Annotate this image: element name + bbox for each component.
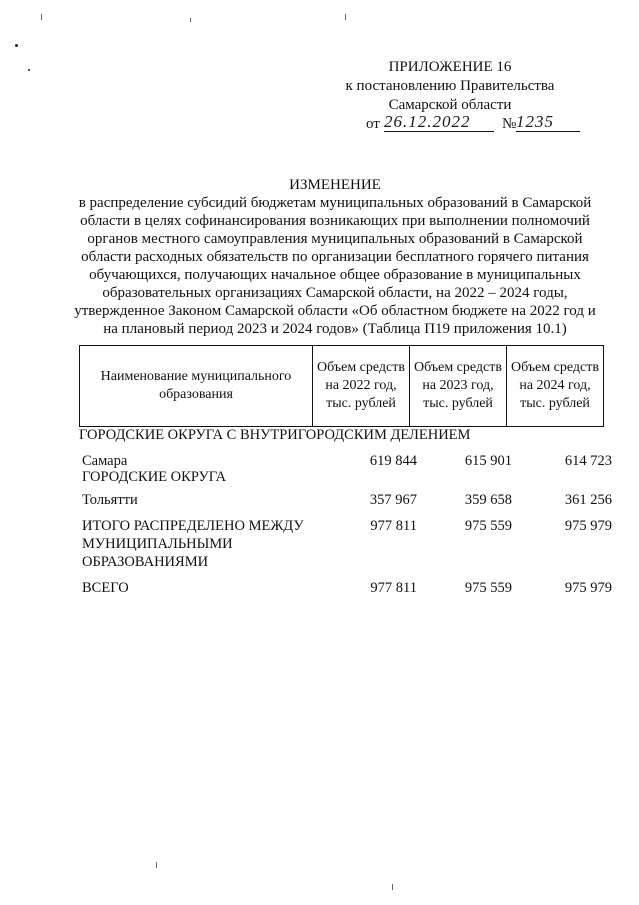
date-prefix: от	[366, 116, 380, 132]
number-prefix: №	[502, 116, 517, 132]
row-value-2023: 975 559	[464, 580, 512, 596]
header-2022: Объем средств на 2022 год, тыс. рублей	[313, 346, 410, 427]
row-value-2022: 977 811	[370, 518, 417, 534]
header-2023: Объем средств на 2023 год, тыс. рублей	[410, 346, 507, 427]
appendix-date-line	[330, 112, 570, 137]
title-line: органов местного самоуправления муниципальных образований в Самарской	[87, 231, 583, 247]
scan-speck	[28, 69, 30, 71]
scan-mark	[345, 14, 346, 20]
scan-mark	[190, 18, 191, 22]
scan-mark	[392, 884, 393, 890]
title-line: в распределение субсидий бюджетам муниципальных образований в Самарской	[78, 195, 592, 211]
title-line: области расходных обязательств по организации бесплатного горячего питания	[81, 249, 589, 265]
section-heading: ГОРОДСКИЕ ОКРУГА	[82, 469, 227, 485]
section-heading: ГОРОДСКИЕ ОКРУГА С ВНУТРИГОРОДСКИМ ДЕЛЕНИЕМ	[79, 427, 471, 443]
title-line: области в целях софинансирования возникающих при выполнении полномочий	[80, 213, 590, 229]
table-header-row	[80, 346, 604, 427]
row-value-2024: 361 256	[564, 492, 612, 508]
row-value-2024: 975 979	[564, 518, 612, 534]
row-value-2023: 615 901	[464, 453, 512, 469]
row-name: Самара	[82, 453, 128, 469]
row-name: Тольятти	[82, 492, 138, 508]
row-value-2024: 614 723	[564, 453, 612, 469]
handwritten-number: 1235	[516, 112, 580, 132]
appendix-title: ПРИЛОЖЕНИЕ 16	[388, 59, 512, 75]
row-value-2023: 359 658	[464, 492, 512, 508]
appendix-resolution: к постановлению Правительства	[345, 78, 555, 94]
row-value-2024: 975 979	[564, 580, 612, 596]
document-title-block	[40, 176, 630, 338]
handwritten-date: 26.12.2022	[384, 112, 494, 132]
title-line: на плановый период 2023 и 2024 годов» (Таблица П19 приложения 10.1)	[103, 321, 567, 337]
appendix-region: Самарской области	[388, 97, 512, 113]
row-value-2022: 357 967	[369, 492, 417, 508]
row-value-2023: 975 559	[464, 518, 512, 534]
header-2024: Объем средств на 2024 год, тыс. рублей	[507, 346, 604, 427]
title-line: обучающихся, получающих начальное общее образование в муниципальных	[89, 267, 581, 283]
document-heading: ИЗМЕНЕНИЕ	[289, 177, 381, 193]
subsidy-table-header	[79, 345, 604, 427]
title-line: утвержденное Законом Самарской области «Об областном бюджете на 2022 год и	[74, 303, 596, 319]
row-value-2022: 619 844	[369, 453, 417, 469]
row-name: ВСЕГО	[82, 580, 129, 596]
scan-speck	[15, 44, 18, 47]
row-name: ИТОГО РАСПРЕДЕЛЕНО МЕЖДУ МУНИЦИПАЛЬНЫМИ ОБРАЗОВАНИЯМИ	[82, 518, 304, 570]
scan-mark	[156, 862, 157, 868]
appendix-block	[330, 58, 570, 137]
row-value-2022: 977 811	[370, 580, 417, 596]
header-municipality: Наименование муниципального образования	[80, 346, 313, 427]
scan-mark	[41, 14, 42, 20]
title-line: образовательных организациях Самарской области, на 2022 – 2024 годы,	[102, 285, 568, 301]
